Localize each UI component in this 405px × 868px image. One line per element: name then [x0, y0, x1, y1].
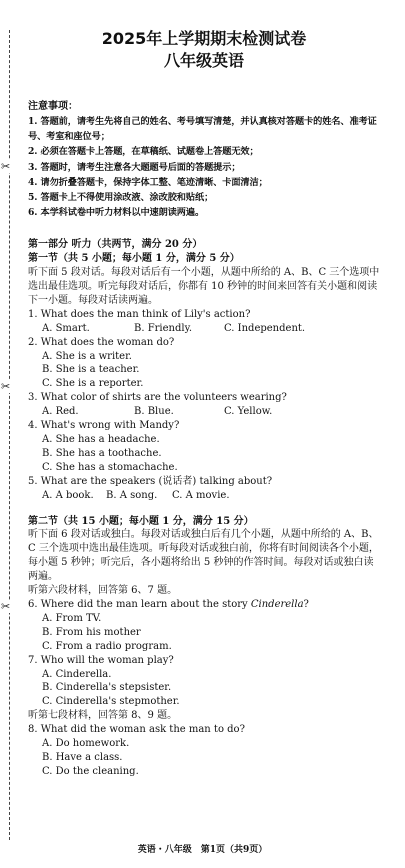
option: B. Friendly.: [134, 322, 193, 334]
option: B. From his mother: [42, 626, 141, 638]
question-stem: 8. What did the woman ask the man to do?: [28, 724, 245, 736]
options-row: [42, 322, 380, 336]
notice-item: 2. 必须在答题卡上答题，在草稿纸、试题卷上答题无效；: [28, 146, 259, 158]
section-instructions: 听下面 6 段对话或独白。每段对话或独白后有几个小题，从题中所给的 A、B、C 三个选项中选出最佳选项。听每段对话或独白前，你将有时间阅读各个小题，每小题 5 秒钟；听完后，各小题将给出 5 秒钟的作答时间。每段对话或独白读两遍。: [28, 529, 379, 583]
question-stem: 1. What does the man think of Lily's action?: [28, 308, 251, 320]
story-title: Cinderella: [250, 598, 304, 610]
option: A. Smart.: [42, 322, 90, 334]
option: C. She is a reporter.: [42, 378, 144, 390]
page-footer: 英语・八年级 第1页（共9页）: [137, 845, 268, 855]
option: C. From a radio program.: [42, 640, 172, 652]
binding-mark: ✂: [1, 600, 11, 613]
notice-item: 1. 答题前，请考生先将自己的姓名、考号填写清楚，并认真核对答题卡的姓名、准考证号、考室和座位号；: [28, 115, 377, 143]
section-title: 第一节（共 5 小题；每小题 1 分，满分 5 分）: [28, 253, 240, 265]
binding-margin: [0, 0, 18, 868]
binding-mark: ✂: [1, 160, 11, 173]
option: C. She has a stomachache.: [42, 461, 178, 473]
question-stem: 7. Who will the woman play?: [28, 654, 174, 666]
option: A. Do homework.: [42, 738, 130, 750]
notice-item: 5. 答题卡上不得使用涂改液、涂改胶和贴纸；: [28, 191, 214, 203]
part-title: 第一部分 听力（共两节，满分 20 分）: [28, 239, 203, 251]
exam-page: [28, 28, 380, 779]
option: C. Do the cleaning.: [42, 765, 139, 777]
option: C. Cinderella's stepmother.: [42, 696, 180, 708]
option: C. Yellow.: [224, 406, 273, 418]
option: A. She has a headache.: [42, 434, 160, 446]
notice-item: 6. 本学科试卷中听力材料以中速朗读两遍。: [28, 207, 205, 219]
option: A. Cinderella.: [42, 668, 112, 680]
option: A. From TV.: [42, 612, 102, 624]
option: B. Have a class.: [42, 751, 123, 763]
option: A. She is a writer.: [42, 350, 132, 362]
section-instructions: 听下面 5 段对话。每段对话后有一个小题，从题中所给的 A、B、C 三个选项中选出最佳选项。听完每段对话后，你都有 10 秒钟的时间来回答有关小题和阅读下一小题。每段对话读两遍。: [28, 267, 380, 306]
question-stem: 6. Where did the man learn about the story Cinderella?: [28, 598, 309, 610]
notice-item: 4. 请勿折叠答题卡，保持字体工整、笔迹清晰、卡面清洁；: [28, 176, 268, 188]
option: A. Red.: [42, 406, 79, 418]
option: C. Independent.: [224, 322, 306, 334]
notice-title: 注意事项：: [28, 101, 78, 112]
material-note: 听第六段材料，回答第 6、7 题。: [28, 585, 178, 597]
question-stem: 4. What's wrong with Mandy?: [28, 420, 180, 432]
options-row: [42, 405, 380, 419]
option: A. A book.: [42, 489, 94, 501]
question-stem: 2. What does the woman do?: [28, 336, 175, 348]
binding-dashed-line: [9, 30, 10, 840]
exam-title: 2025年上学期期末检测试卷: [101, 29, 307, 48]
binding-mark: ✂: [1, 380, 11, 393]
option: B. Blue.: [134, 406, 174, 418]
material-note: 听第七段材料，回答第 8、9 题。: [28, 710, 178, 722]
option: B. She is a teacher.: [42, 364, 140, 376]
notice-block: [28, 100, 380, 220]
options-row: [42, 489, 380, 503]
option: B. She has a toothache.: [42, 447, 162, 459]
notice-item: 3. 答题时，请考生注意各大题题号后面的答题提示；: [28, 161, 241, 173]
question-stem: 3. What color of shirts are the volunteers wearing?: [28, 392, 287, 404]
exam-subtitle: 八年级英语: [163, 51, 244, 70]
option: B. Cinderella's stepsister.: [42, 682, 172, 694]
option: B. A song.: [106, 489, 158, 501]
question-stem: 5. What are the speakers (说话者) talking about?: [28, 475, 273, 487]
section-title: 第二节（共 15 小题；每小题 1 分，满分 15 分）: [28, 515, 254, 527]
option: C. A movie.: [172, 489, 230, 501]
